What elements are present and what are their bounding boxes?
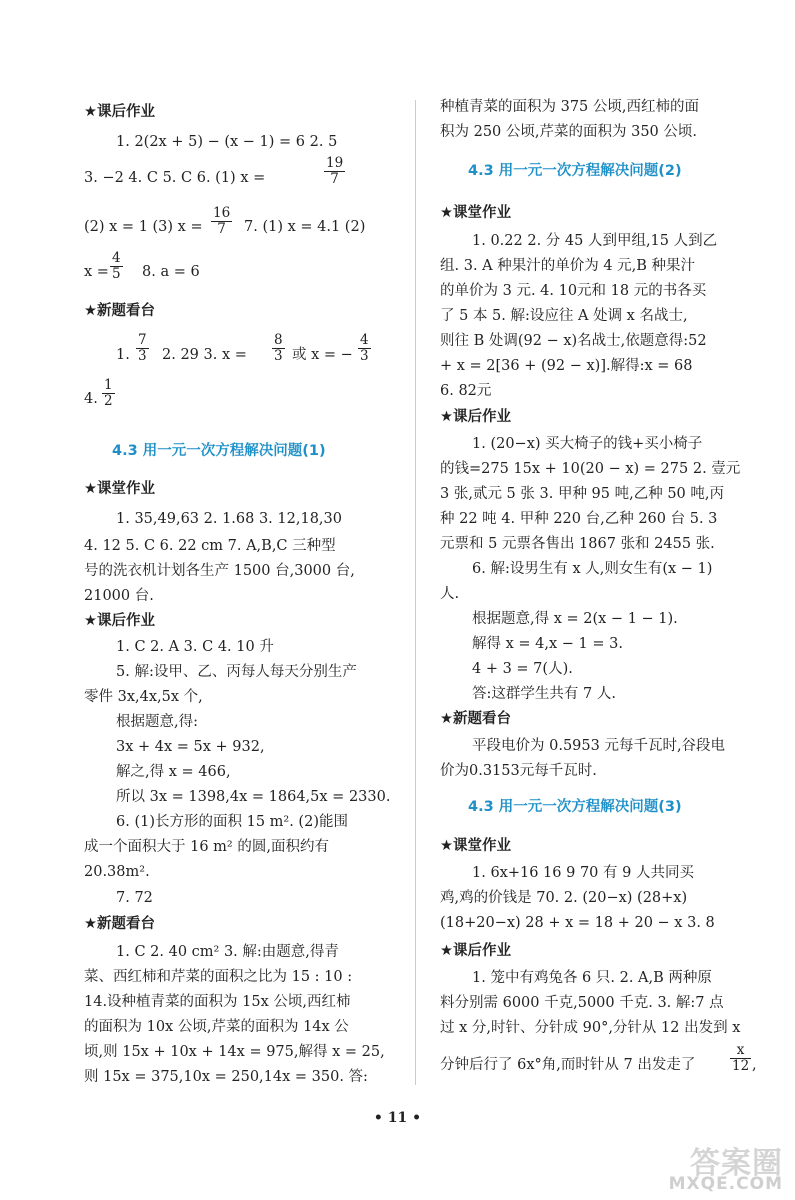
answer-line: 元票和 5 元票各售出 1867 张和 2455 张. [440, 536, 715, 552]
answer-line: 1. 2(2x + 5) − (x − 1) = 6 2. 5 [116, 134, 338, 150]
fraction-numerator: 1 [104, 377, 113, 393]
heading-xinti-kantai: ★新题看台 [440, 711, 511, 727]
answer-line: (18+20−x) 28 + x = 18 + 20 − x 3. 8 [440, 915, 715, 931]
answer-line: 3 张,贰元 5 张 3. 甲种 95 吨,乙种 50 吨,丙 [440, 486, 724, 502]
answer-line: 14.设种植青菜的面积为 15x 公顷,西红柿 [84, 994, 351, 1010]
heading-ketang-zuoye: ★课堂作业 [440, 838, 511, 854]
heading-xinti-kantai: ★新题看台 [84, 916, 155, 932]
answer-line: 了 5 本 5. 解:设应往 A 处调 x 名战士, [440, 308, 688, 324]
heading-kehou-zuoye: ★课后作业 [440, 409, 511, 425]
answer-line: 价为0.3153元每千瓦时. [440, 763, 597, 779]
answer-line: 组. 3. A 种果汁的单价为 4 元,B 种果汁 [440, 258, 696, 274]
column-divider [415, 100, 416, 1085]
answer-line: 1. 35,49,63 2. 1.68 3. 12,18,30 [116, 511, 342, 527]
fraction [102, 378, 115, 409]
fraction [730, 1043, 751, 1074]
answer-line: 鸡,鸡的价钱是 70. 2. (20−x) (28+x) [440, 890, 688, 906]
heading-kehou-zuoye: ★课后作业 [440, 943, 511, 959]
answer-line: 的钱=275 15x + 10(20 − x) = 275 2. 壹元 [440, 461, 741, 477]
answer-line: 顷,则 15x + 10x + 14x = 975,解得 x = 25, [84, 1044, 385, 1060]
fraction-numerator: 4 [112, 250, 121, 266]
fraction-numerator: 7 [138, 332, 147, 348]
answer-line: 答:这群学生共有 7 人. [472, 686, 616, 702]
answer-line: 零件 3x,4x,5x 个, [84, 689, 203, 705]
fraction-numerator: 16 [213, 205, 231, 221]
answer-line: 积为 250 公顷,芹菜的面积为 350 公顷. [440, 124, 698, 140]
fraction [211, 206, 232, 237]
answer-line: 过 x 分,时针、分针成 90°,分针从 12 出发到 x [440, 1020, 741, 1036]
answer-line: 根据题意,得: [116, 714, 198, 730]
answer-line: 8. a = 6 [142, 264, 200, 280]
answer-line: 6. 解:设男生有 x 人,则女生有(x − 1) [472, 561, 713, 577]
page-number: • 11 • [373, 1110, 422, 1126]
answer-line: 成一个面积大于 16 m² 的圆,面积约有 [84, 839, 329, 855]
answer-line: 7. (1) x = 4.1 (2) [244, 219, 366, 235]
section-title: 4.3 用一元一次方程解决问题(1) [112, 443, 326, 459]
heading-kehou-zuoye: ★课后作业 [84, 104, 155, 120]
fraction-denominator: 7 [211, 221, 232, 237]
fraction-numerator: 8 [274, 332, 283, 348]
answer-line: 的单价为 3 元. 4. 10元和 18 元的书各买 [440, 283, 707, 299]
answer-line: 7. 72 [116, 890, 153, 906]
heading-xinti-kantai: ★新题看台 [84, 303, 155, 319]
answer-line: 解得 x = 4,x − 1 = 3. [472, 636, 623, 652]
watermark-logo [667, 1138, 787, 1194]
answer-line: 所以 3x = 1398,4x = 1864,5x = 2330. [116, 789, 391, 805]
answer-line: 6. (1)长方形的面积 15 m². (2)能围 [116, 814, 348, 830]
fraction-denominator: 2 [104, 393, 113, 409]
answer-line: 则往 B 处调(92 − x)名战士,依题意得:52 [440, 333, 707, 349]
answer-line: 料分别需 6000 千克,5000 千克. 3. 解:7 点 [440, 995, 724, 1011]
fraction [324, 156, 345, 187]
section-title: 4.3 用一元一次方程解决问题(2) [468, 163, 682, 179]
fraction-denominator: 3 [138, 348, 147, 364]
answer-line: 种 22 吨 4. 甲种 220 台,乙种 260 台 5. 3 [440, 511, 718, 527]
watermark-url: MXQE.COM [668, 1174, 783, 1194]
fraction-denominator: 3 [360, 348, 369, 364]
answer-line: 1. [116, 347, 130, 363]
answer-line: 菜、西红柿和芹菜的面积之比为 15 : 10 : [84, 969, 353, 985]
answer-line: 2. 29 3. x = [162, 347, 247, 363]
fraction-numerator: 19 [326, 155, 344, 171]
answer-line: 4. 12 5. C 6. 22 cm 7. A,B,C 三种型 [84, 538, 336, 554]
answer-line: 平段电价为 0.5953 元每千瓦时,谷段电 [472, 738, 726, 754]
answer-line: , [752, 1057, 757, 1073]
fraction-numerator: x [736, 1042, 745, 1058]
answer-line: x = [84, 264, 109, 280]
answer-line: 1. C 2. A 3. C 4. 10 升 [116, 639, 274, 655]
heading-kehou-zuoye: ★课后作业 [84, 613, 155, 629]
answer-line: 种植青菜的面积为 375 公顷,西红柿的面 [440, 99, 700, 115]
answer-line: (2) x = 1 (3) x = [84, 219, 203, 235]
answer-line: 的面积为 10x 公顷,芹菜的面积为 14x 公 [84, 1019, 349, 1035]
answer-line: 1. 笼中有鸡兔各 6 只. 2. A,B 两种原 [472, 970, 712, 986]
fraction [136, 333, 149, 364]
answer-line: 分钟后行了 6x°角,而时针从 7 出发走了 [440, 1057, 696, 1073]
answer-line: 5. 解:设甲、乙、丙每人每天分别生产 [116, 664, 357, 680]
fraction-denominator: 12 [732, 1058, 750, 1074]
answer-line: 21000 台. [84, 588, 154, 604]
fraction [272, 333, 285, 364]
fraction-denominator: 7 [324, 171, 345, 187]
heading-ketang-zuoye: ★课堂作业 [440, 205, 511, 221]
answer-line: 根据题意,得 x = 2(x − 1 − 1). [472, 611, 678, 627]
heading-ketang-zuoye: ★课堂作业 [84, 481, 155, 497]
section-title: 4.3 用一元一次方程解决问题(3) [468, 799, 682, 815]
answer-line: 6. 82元 [440, 383, 492, 399]
answer-line: 则 15x = 375,10x = 250,14x = 350. 答: [84, 1069, 368, 1085]
answer-line: 1. (20−x) 买大椅子的钱+买小椅子 [472, 436, 703, 452]
answer-line: 4 + 3 = 7(人). [472, 661, 573, 677]
answer-line: 3. −2 4. C 5. C 6. (1) x = [84, 170, 266, 186]
answer-line: 人. [440, 586, 460, 602]
answer-line: + x = 2[36 + (92 − x)].解得:x = 68 [440, 358, 693, 374]
fraction-numerator: 4 [360, 332, 369, 348]
answer-line: 4. [84, 391, 98, 407]
fraction-denominator: 5 [112, 266, 121, 282]
fraction [358, 333, 371, 364]
answer-line: 20.38m². [84, 864, 150, 880]
fraction [110, 251, 123, 282]
answer-line: 1. 0.22 2. 分 45 人到甲组,15 人到乙 [472, 233, 718, 249]
answer-line: 1. 6x+16 16 9 70 有 9 人共同买 [472, 865, 694, 881]
answer-line: 或 x = − [292, 347, 353, 363]
watermark-text: 答案圈 [690, 1146, 783, 1181]
answer-line: 3x + 4x = 5x + 932, [116, 739, 265, 755]
fraction-denominator: 3 [274, 348, 283, 364]
answer-line: 解之,得 x = 466, [116, 764, 231, 780]
answer-line: 号的洗衣机计划各生产 1500 台,3000 台, [84, 563, 355, 579]
answer-line: 1. C 2. 40 cm² 3. 解:由题意,得青 [116, 944, 339, 960]
